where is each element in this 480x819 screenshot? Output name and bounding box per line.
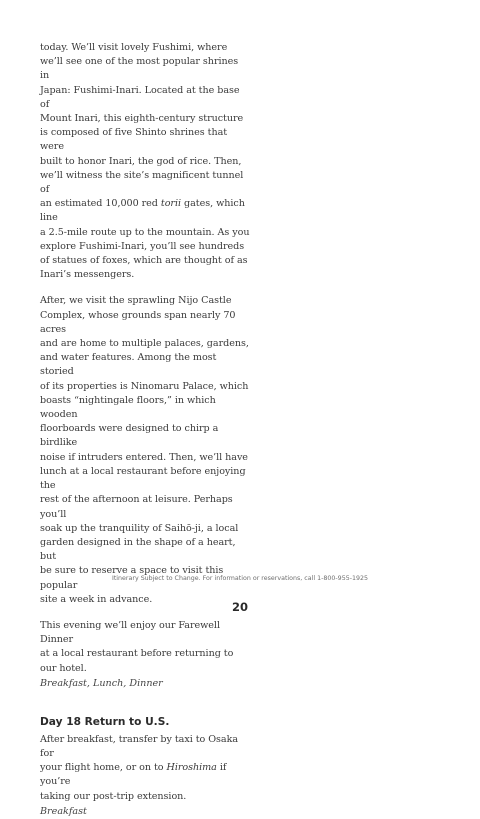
text-line: lunch at a local restaurant before enjoying the — [40, 465, 246, 492]
text-line: we’ll witness the site’s magnificent tunnel of — [40, 169, 244, 196]
text-line: soak up the tranquility of Saihō-ji, a local — [40, 522, 239, 534]
text-line: noise if intruders entered. Then, we’ll have — [40, 451, 248, 463]
text-line: taking our post-trip extension. — [40, 790, 187, 802]
text-line: an estimated 10,000 red — [40, 198, 161, 210]
text-line: After breakfast, transfer by taxi to Osaka for — [40, 733, 239, 759]
text-line: at a local restaurant before returning to — [40, 648, 234, 660]
text-line: This evening we’ll enjoy our Farewell Dinner — [40, 619, 220, 646]
paragraph-return — [40, 733, 250, 804]
text-line: and are home to multiple palaces, gardens, — [40, 338, 249, 350]
text-line: Japan: Fushimi-Inari. Located at the base of — [40, 84, 240, 110]
text-line: Mount Inari, this eighth-century structure — [40, 113, 244, 125]
day-heading: Day 18 Return to U.S. — [40, 715, 170, 728]
torii-term: torii — [160, 198, 181, 210]
text-line: of its properties is Ninomaru Palace, which — [40, 380, 249, 392]
main-column — [40, 41, 250, 819]
text-line: explore Fushimi-Inari, you’ll see hundreds — [40, 240, 245, 252]
text-line: a 2.5-mile route up to the mountain. As you — [40, 226, 250, 238]
meals-included: Breakfast — [40, 805, 87, 817]
text-line: Inari’s messengers. — [40, 269, 135, 281]
page-number: 20 — [231, 600, 248, 614]
text-line: built to honor Inari, the god of rice. Then, — [40, 155, 242, 167]
text-line: be sure to reserve a space to visit this popular — [40, 565, 224, 591]
footer-note: Itinerary Subject to Change. For information or reservations, call 1-800-955-1925 — [111, 575, 368, 582]
text-line: today. We’ll visit lovely Fushimi, where — [40, 42, 228, 53]
hiroshima-term: Hiroshima — [166, 762, 217, 774]
text-line: garden designed in the shape of a heart, but — [40, 536, 236, 563]
paragraph-nijo-castle — [40, 294, 250, 606]
text-line: our hotel. — [40, 662, 87, 674]
text-line: if you’re — [40, 762, 227, 788]
text-line: rest of the afternoon at leisure. Perhaps you’ll — [40, 494, 233, 520]
text-line: boasts “nightingale floors,” in which wooden — [40, 394, 216, 421]
text-line: your flight home, or on to — [40, 762, 167, 774]
text-line: site a week in advance. — [40, 593, 153, 605]
text-line: is composed of five Shinto shrines that were — [40, 127, 228, 153]
text-line: gates, which line — [40, 198, 245, 224]
text-line: we’ll see one of the most popular shrines in — [40, 56, 239, 82]
text-line: floorboards were designed to chirp a birdlike — [40, 423, 219, 449]
meals-included: Breakfast, Lunch, Dinner — [40, 677, 163, 689]
paragraph-farewell-dinner — [40, 619, 250, 676]
text-line: Complex, whose grounds span nearly 70 acres — [40, 309, 236, 335]
text-line: and water features. Among the most storied — [40, 352, 217, 378]
text-line: After, we visit the sprawling Nijo Castle — [40, 295, 232, 307]
text-line: of statues of foxes, which are thought of as — [40, 255, 248, 267]
paragraph-fushimi — [40, 41, 250, 282]
